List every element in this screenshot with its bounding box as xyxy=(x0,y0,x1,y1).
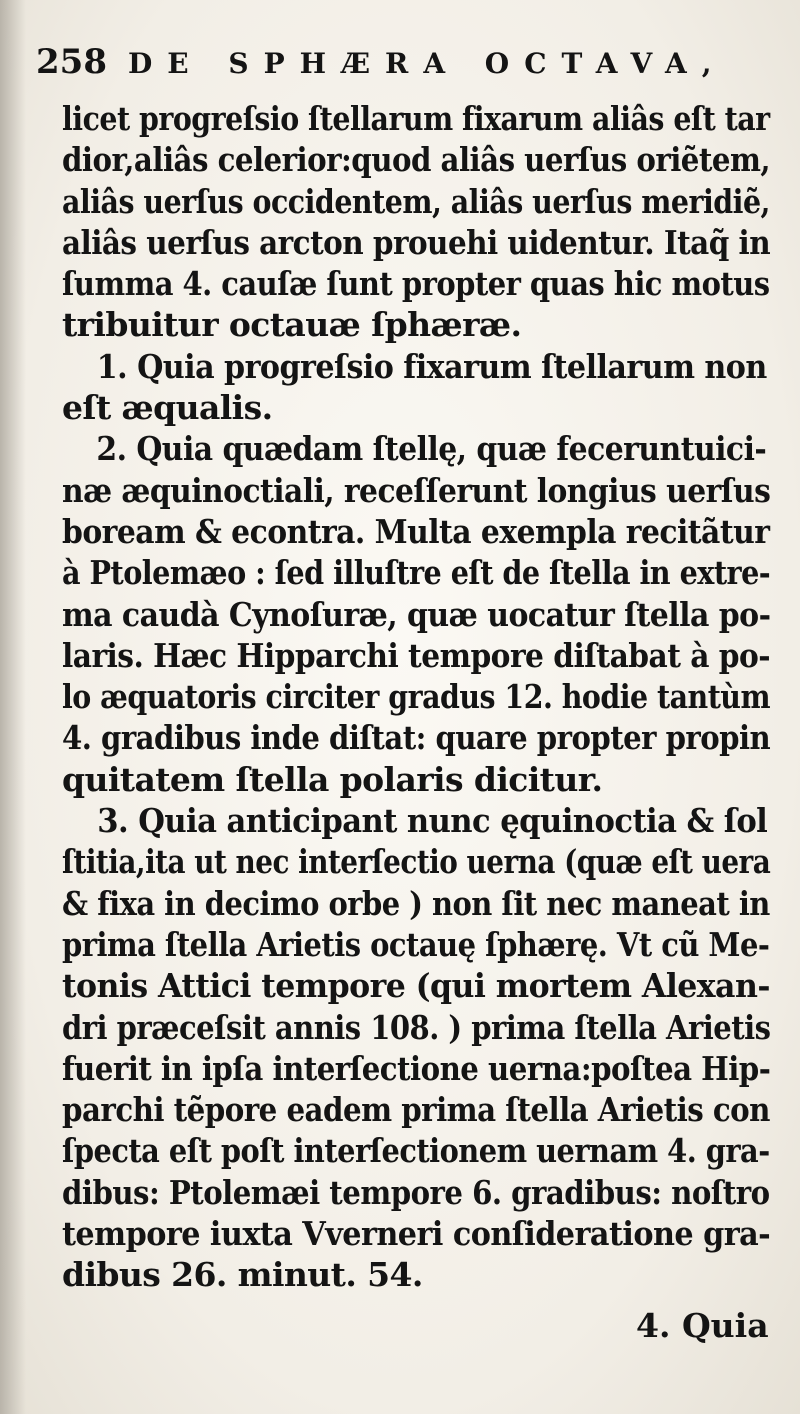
text-line: boream & econtra. Multa exempla recitãtur xyxy=(62,511,770,551)
running-title: DE SPHÆRA OCTAVA, xyxy=(128,47,727,80)
text-line: næ æquinoctiali, receſſerunt longius uerſus xyxy=(62,470,771,510)
text-line: fuerit in ipſa interſectione uerna:poſtea Hip- xyxy=(62,1048,771,1088)
text-line: lo æquatoris circiter gradus 12. hodie tantùm xyxy=(62,677,771,717)
text-line: quitatem ſtella polaris dicitur. xyxy=(62,759,603,799)
text-line: tribuitur octauæ ſphæræ. xyxy=(62,305,522,345)
text-line: ſtitia,ita ut nec interſectio uerna (quæ eſt uera xyxy=(62,842,771,882)
text-line: parchi tẽpore eadem prima ſtella Arietis con xyxy=(62,1090,770,1130)
text-line: eſt æqualis. xyxy=(62,388,273,428)
text-line: ſumma 4. cauſæ ſunt propter quas hic motus xyxy=(62,264,770,304)
text-line: dior,aliâs celerior:quod aliâs uerſus oriẽtem, xyxy=(62,140,771,180)
text-line: aliâs uerſus occidentem, aliâs uerſus meridiẽ, xyxy=(62,181,770,221)
text-line: ſpecta eſt poſt interſectionem uernam 4. gra- xyxy=(62,1131,770,1171)
text-line: 1. Quia progreſsio fixarum ſtellarum non xyxy=(96,346,767,386)
text-line: à Ptolemæo : ſed illuſtre eſt de ſtella in extre- xyxy=(62,553,771,593)
text-line: dri præceſsit annis 108. ) prima ſtella Arietis xyxy=(62,1007,771,1047)
text-line: 3. Quia anticipant nunc ęquinoctia & ſol xyxy=(97,801,768,841)
text-line: dibus: Ptolemæi tempore 6. gradibus: noſtro xyxy=(62,1172,770,1212)
text-line: 4. gradibus inde diſtat: quare propter propin xyxy=(62,718,771,758)
text-line: dibus 26. minut. 54. xyxy=(62,1255,423,1295)
text-line: tonis Attici tempore (qui mortem Alexan- xyxy=(62,966,770,1006)
text-line: ma caudà Cynoſuræ, quæ uocatur ſtella po- xyxy=(62,594,771,634)
text-line: & fixa in decimo orbe ) non ſit nec maneat in xyxy=(62,883,770,923)
text-line: prima ſtella Arietis octauę ſphærę. Vt cũ Me- xyxy=(62,924,770,964)
text-line: laris. Hæc Hipparchi tempore diſtabat à po- xyxy=(62,635,771,675)
text-line: tempore iuxta Vverneri conſideratione gra- xyxy=(62,1214,771,1254)
text-line: licet progreſsio ſtellarum fixarum aliâs eſt tar xyxy=(62,99,770,138)
page-number: 258 xyxy=(36,42,107,82)
page-gutter-shadow xyxy=(0,0,26,1414)
page-header xyxy=(36,42,766,94)
catchword: 4. Quia xyxy=(636,1306,769,1345)
body-text xyxy=(62,98,772,1296)
text-line: aliâs uerſus arcton prouehi uidentur. Itaq̃ in xyxy=(62,222,771,262)
text-line: 2. Quia quædam ſtellę, quæ feceruntuici- xyxy=(96,429,767,469)
